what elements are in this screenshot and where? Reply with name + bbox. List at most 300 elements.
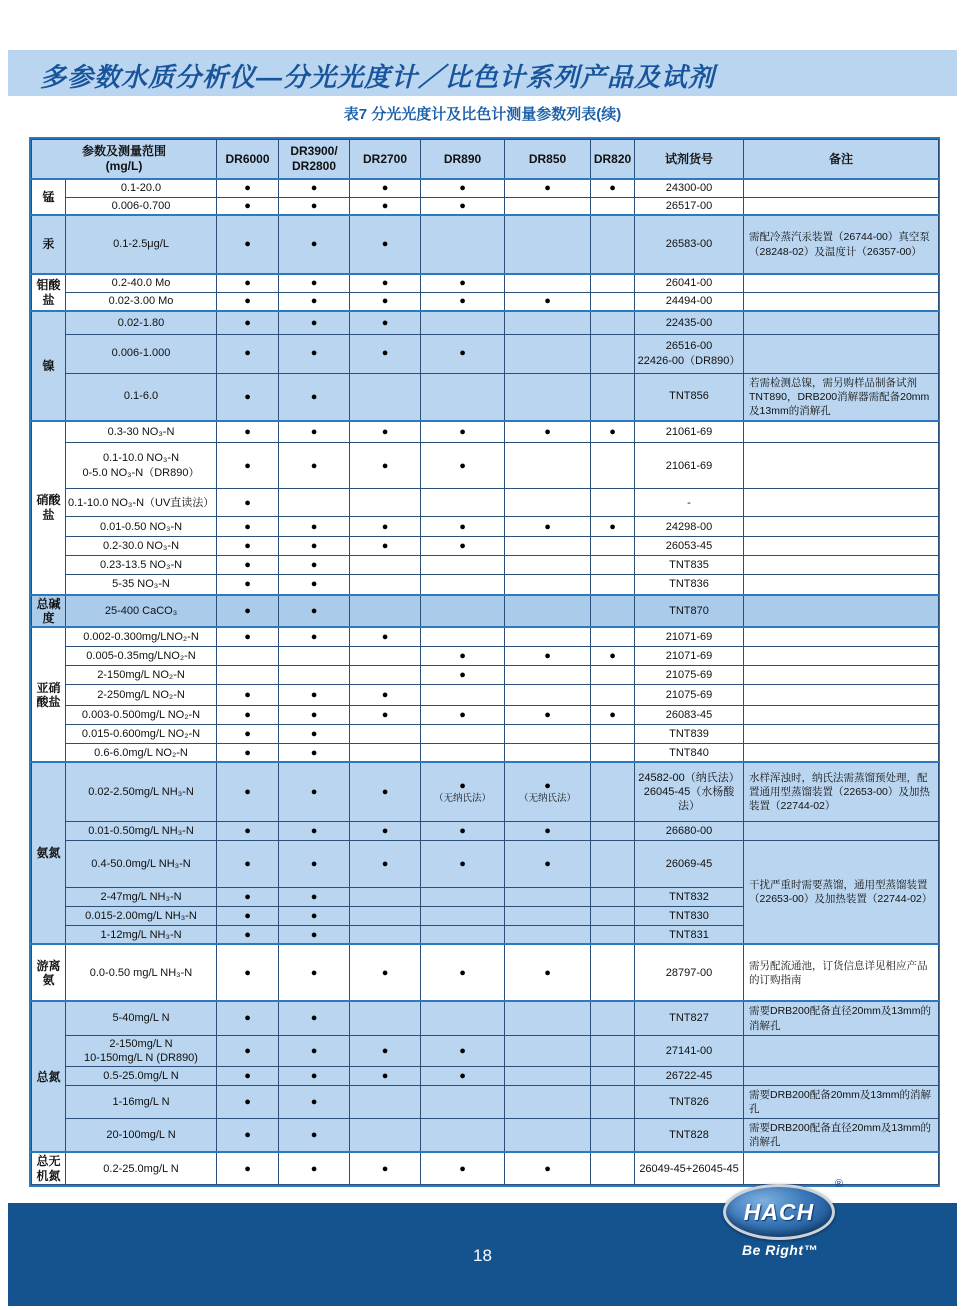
param-group-label: 镍 bbox=[32, 311, 66, 421]
device-dot-cell: ● bbox=[279, 537, 350, 556]
device-dot-cell: ● （无纳氏法） bbox=[505, 762, 591, 821]
remark-cell: 需配冷蒸汽汞装置（26744-00）真空泵（28248-02）及温度计（26357-00） bbox=[744, 215, 939, 274]
device-dot-cell bbox=[421, 215, 505, 274]
range-cell: 2-150mg/L N 10-150mg/L N (DR890) bbox=[66, 1035, 217, 1067]
device-dot-cell: ● bbox=[350, 537, 421, 556]
remark-cell bbox=[744, 517, 939, 537]
device-dot-cell bbox=[350, 489, 421, 517]
param-group-label: 亚硝酸盐 bbox=[32, 627, 66, 762]
device-dot-cell: ● bbox=[350, 821, 421, 840]
table-caption: 表7 分光光度计及比色计测量参数列表(续) bbox=[343, 106, 622, 123]
table-row bbox=[32, 1086, 939, 1119]
device-dot-cell bbox=[421, 311, 505, 334]
device-dot-cell bbox=[350, 1086, 421, 1119]
device-dot-cell bbox=[279, 665, 350, 684]
device-dot-cell: ● bbox=[279, 443, 350, 489]
hach-logo bbox=[723, 1178, 843, 1240]
device-dot-cell bbox=[505, 1086, 591, 1119]
param-group-label: 游离氨 bbox=[32, 944, 66, 1001]
device-dot-cell bbox=[591, 627, 635, 646]
range-cell: 0.02-2.50mg/L NH₃-N bbox=[66, 762, 217, 821]
range-cell: 0.015-0.600mg/L NO₂-N bbox=[66, 724, 217, 743]
range-cell: 20-100mg/L N bbox=[66, 1119, 217, 1153]
device-dot-cell bbox=[591, 443, 635, 489]
remark-cell bbox=[744, 627, 939, 646]
device-dot-cell: ● bbox=[350, 944, 421, 1001]
range-cell: 0.3-30 NO₃-N bbox=[66, 421, 217, 443]
device-dot-cell: ● bbox=[217, 179, 279, 197]
device-dot-cell: ● bbox=[505, 517, 591, 537]
device-dot-cell: ● bbox=[217, 627, 279, 646]
range-cell: 5-35 NO₃-N bbox=[66, 575, 217, 595]
remark-cell bbox=[744, 1035, 939, 1067]
device-dot-cell bbox=[350, 595, 421, 628]
reagent-code-cell: 21071-69 bbox=[635, 627, 744, 646]
device-dot-cell: ● bbox=[279, 197, 350, 215]
device-dot-cell: ● bbox=[350, 179, 421, 197]
device-dot-cell bbox=[421, 1001, 505, 1035]
device-dot-cell bbox=[350, 665, 421, 684]
device-dot-cell: ● bbox=[350, 311, 421, 334]
column-header-device-2: DR2700 bbox=[350, 140, 421, 180]
reagent-code-cell: TNT870 bbox=[635, 595, 744, 628]
device-dot-cell bbox=[505, 334, 591, 373]
device-dot-cell: ● bbox=[217, 1067, 279, 1086]
device-dot-cell bbox=[591, 743, 635, 762]
registered-trademark-icon: ® bbox=[834, 1178, 843, 1190]
device-dot-cell: ● bbox=[217, 489, 279, 517]
range-cell: 0.2-40.0 Mo bbox=[66, 274, 217, 292]
device-dot-cell bbox=[591, 1035, 635, 1067]
device-dot-cell: ● bbox=[217, 1152, 279, 1184]
table-row bbox=[32, 373, 939, 421]
device-dot-cell bbox=[505, 665, 591, 684]
remark-cell bbox=[744, 489, 939, 517]
device-dot-cell: ● bbox=[279, 887, 350, 906]
reagent-code-cell: TNT831 bbox=[635, 925, 744, 944]
device-dot-cell bbox=[591, 537, 635, 556]
device-dot-cell bbox=[505, 1035, 591, 1067]
device-dot-cell bbox=[505, 627, 591, 646]
column-header-device-1: DR3900/ DR2800 bbox=[279, 140, 350, 180]
table-row bbox=[32, 274, 939, 292]
param-group-label: 锰 bbox=[32, 179, 66, 215]
table-row bbox=[32, 197, 939, 215]
table-row bbox=[32, 537, 939, 556]
page-title: 多参数水质分析仪—分光光度计／比色计系列产品及试剂 bbox=[40, 62, 716, 92]
remark-cell bbox=[744, 646, 939, 665]
reagent-code-cell: 24298-00 bbox=[635, 517, 744, 537]
device-dot-cell: ● bbox=[279, 821, 350, 840]
table-row bbox=[32, 1067, 939, 1086]
device-dot-cell bbox=[505, 489, 591, 517]
range-cell: 0.0-0.50 mg/L NH₃-N bbox=[66, 944, 217, 1001]
device-dot-cell: ● bbox=[279, 684, 350, 705]
device-dot-cell: ● bbox=[350, 443, 421, 489]
device-dot-cell: ● （无纳氏法） bbox=[421, 762, 505, 821]
device-dot-cell: ● bbox=[505, 421, 591, 443]
device-dot-cell: ● bbox=[279, 556, 350, 575]
reagent-code-cell: 21071-69 bbox=[635, 646, 744, 665]
device-dot-cell bbox=[421, 906, 505, 925]
range-cell: 0.23-13.5 NO₃-N bbox=[66, 556, 217, 575]
parameter-table bbox=[31, 139, 939, 1185]
range-cell: 0.015-2.00mg/L NH₃-N bbox=[66, 906, 217, 925]
device-dot-cell: ● bbox=[279, 1119, 350, 1153]
device-dot-cell: ● bbox=[279, 1035, 350, 1067]
param-group-label: 氨氮 bbox=[32, 762, 66, 944]
reagent-code-cell: 24494-00 bbox=[635, 292, 744, 311]
remark-cell bbox=[744, 179, 939, 197]
device-dot-cell: ● bbox=[421, 665, 505, 684]
device-dot-cell bbox=[591, 197, 635, 215]
device-dot-cell: ● bbox=[591, 179, 635, 197]
device-dot-cell bbox=[505, 1119, 591, 1153]
range-cell: 0.4-50.0mg/L NH₃-N bbox=[66, 840, 217, 887]
range-cell: 0.02-1.80 bbox=[66, 311, 217, 334]
reagent-code-cell: 26069-45 bbox=[635, 840, 744, 887]
range-cell: 0.1-2.5μg/L bbox=[66, 215, 217, 274]
reagent-code-cell: 26680-00 bbox=[635, 821, 744, 840]
table-row bbox=[32, 421, 939, 443]
device-dot-cell: ● bbox=[350, 1067, 421, 1086]
device-dot-cell: ● bbox=[350, 274, 421, 292]
device-dot-cell bbox=[350, 906, 421, 925]
device-dot-cell bbox=[505, 1001, 591, 1035]
device-dot-cell: ● bbox=[421, 1152, 505, 1184]
device-dot-cell bbox=[591, 840, 635, 887]
remark-cell: 需要DRB200配备直径20mm及13mm的消解孔 bbox=[744, 1001, 939, 1035]
device-dot-cell: ● bbox=[591, 646, 635, 665]
param-group-label: 总碱度 bbox=[32, 595, 66, 628]
range-cell: 0.005-0.35mg/LNO₂-N bbox=[66, 646, 217, 665]
device-dot-cell bbox=[591, 489, 635, 517]
device-dot-cell: ● bbox=[217, 334, 279, 373]
device-dot-cell bbox=[350, 1119, 421, 1153]
device-dot-cell: ● bbox=[350, 197, 421, 215]
remark-cell bbox=[744, 292, 939, 311]
device-dot-cell bbox=[505, 311, 591, 334]
device-dot-cell bbox=[505, 595, 591, 628]
reagent-code-cell: TNT839 bbox=[635, 724, 744, 743]
device-dot-cell bbox=[505, 925, 591, 944]
device-dot-cell: ● bbox=[217, 1001, 279, 1035]
device-dot-cell bbox=[505, 274, 591, 292]
brand-tagline: Be Right™ bbox=[741, 1242, 819, 1258]
device-dot-cell: ● bbox=[279, 595, 350, 628]
reagent-code-cell: 24300-00 bbox=[635, 179, 744, 197]
param-group-label: 钼酸盐 bbox=[32, 274, 66, 311]
reagent-code-cell: 26083-45 bbox=[635, 705, 744, 724]
device-dot-cell: ● bbox=[217, 595, 279, 628]
remark-cell: 需要DRB200配备20mm及13mm的消解孔 bbox=[744, 1086, 939, 1119]
device-dot-cell bbox=[505, 887, 591, 906]
reagent-code-cell: 21075-69 bbox=[635, 665, 744, 684]
remark-cell: 水样浑浊时，纳氏法需蒸馏预处理，配置通用型蒸馏装置（22653-00）及加热装置（22744-02） bbox=[744, 762, 939, 821]
device-dot-cell bbox=[591, 925, 635, 944]
range-cell: 2-250mg/L NO₂-N bbox=[66, 684, 217, 705]
device-dot-cell bbox=[505, 1067, 591, 1086]
device-dot-cell bbox=[421, 556, 505, 575]
remark-cell bbox=[744, 575, 939, 595]
range-cell: 1-12mg/L NH₃-N bbox=[66, 925, 217, 944]
table-row bbox=[32, 762, 939, 821]
table-header bbox=[32, 140, 939, 180]
device-dot-cell: ● bbox=[591, 421, 635, 443]
column-header-reagent: 试剂货号 bbox=[635, 140, 744, 180]
reagent-code-cell: TNT826 bbox=[635, 1086, 744, 1119]
device-dot-cell: ● bbox=[350, 517, 421, 537]
device-dot-cell bbox=[591, 311, 635, 334]
device-dot-cell: ● bbox=[279, 575, 350, 595]
device-dot-cell: ● bbox=[217, 840, 279, 887]
device-dot-cell: ● bbox=[505, 944, 591, 1001]
device-dot-cell: ● bbox=[591, 517, 635, 537]
table-row bbox=[32, 821, 939, 840]
device-dot-cell: ● bbox=[421, 705, 505, 724]
hach-logo-text: HACH bbox=[743, 1198, 815, 1225]
remark-cell bbox=[744, 334, 939, 373]
device-dot-cell bbox=[591, 373, 635, 421]
remark-cell bbox=[744, 556, 939, 575]
device-dot-cell bbox=[279, 489, 350, 517]
device-dot-cell: ● bbox=[421, 517, 505, 537]
reagent-code-cell: TNT836 bbox=[635, 575, 744, 595]
device-dot-cell bbox=[505, 684, 591, 705]
device-dot-cell: ● bbox=[217, 887, 279, 906]
device-dot-cell: ● bbox=[279, 840, 350, 887]
remark-cell bbox=[744, 421, 939, 443]
remark-cell: 需另配流通池，订货信息详见相应产品的订购指南 bbox=[744, 944, 939, 1001]
device-dot-cell: ● bbox=[421, 197, 505, 215]
range-cell: 0.002-0.300mg/LNO₂-N bbox=[66, 627, 217, 646]
device-dot-cell bbox=[350, 373, 421, 421]
device-dot-cell bbox=[350, 887, 421, 906]
reagent-code-cell: 26517-00 bbox=[635, 197, 744, 215]
device-dot-cell bbox=[591, 1067, 635, 1086]
device-dot-cell: ● bbox=[217, 1035, 279, 1067]
reagent-code-cell: 26053-45 bbox=[635, 537, 744, 556]
device-dot-cell: ● bbox=[421, 274, 505, 292]
remark-cell bbox=[744, 537, 939, 556]
range-cell: 0.1-6.0 bbox=[66, 373, 217, 421]
remark-cell: 干扰严重时需要蒸馏，通用型蒸馏装置（22653-00）及加热装置（22744-02） bbox=[744, 840, 939, 944]
device-dot-cell: ● bbox=[350, 627, 421, 646]
device-dot-cell bbox=[421, 887, 505, 906]
table-row bbox=[32, 1152, 939, 1184]
table-row bbox=[32, 665, 939, 684]
device-dot-cell bbox=[591, 906, 635, 925]
device-dot-cell bbox=[350, 556, 421, 575]
device-dot-cell bbox=[421, 1086, 505, 1119]
device-dot-cell: ● bbox=[217, 1086, 279, 1119]
device-dot-cell: ● bbox=[279, 743, 350, 762]
reagent-code-cell: 27141-00 bbox=[635, 1035, 744, 1067]
device-dot-cell: ● bbox=[217, 373, 279, 421]
remark-cell bbox=[744, 1067, 939, 1086]
device-dot-cell bbox=[591, 556, 635, 575]
device-dot-cell bbox=[591, 1001, 635, 1035]
device-dot-cell bbox=[591, 1119, 635, 1153]
device-dot-cell: ● bbox=[279, 334, 350, 373]
device-dot-cell: ● bbox=[421, 443, 505, 489]
range-cell: 0.01-0.50 NO₃-N bbox=[66, 517, 217, 537]
device-dot-cell bbox=[591, 724, 635, 743]
device-dot-cell bbox=[591, 665, 635, 684]
device-dot-cell: ● bbox=[217, 575, 279, 595]
reagent-code-cell: 26583-00 bbox=[635, 215, 744, 274]
device-dot-cell bbox=[505, 537, 591, 556]
reagent-code-cell: 26049-45+26045-45 bbox=[635, 1152, 744, 1184]
device-dot-cell: ● bbox=[279, 1152, 350, 1184]
table-row bbox=[32, 489, 939, 517]
device-dot-cell bbox=[591, 215, 635, 274]
device-dot-cell bbox=[505, 215, 591, 274]
device-dot-cell: ● bbox=[217, 1119, 279, 1153]
device-dot-cell bbox=[505, 906, 591, 925]
device-dot-cell: ● bbox=[279, 705, 350, 724]
table-row bbox=[32, 705, 939, 724]
reagent-code-cell: TNT830 bbox=[635, 906, 744, 925]
range-cell: 0.2-25.0mg/L N bbox=[66, 1152, 217, 1184]
remark-cell bbox=[744, 705, 939, 724]
device-dot-cell bbox=[217, 646, 279, 665]
device-dot-cell bbox=[591, 575, 635, 595]
table-row bbox=[32, 334, 939, 373]
range-cell: 0.003-0.500mg/L NO₂-N bbox=[66, 705, 217, 724]
reagent-code-cell: 28797-00 bbox=[635, 944, 744, 1001]
device-dot-cell bbox=[421, 575, 505, 595]
device-dot-cell: ● bbox=[217, 274, 279, 292]
header-row bbox=[32, 140, 939, 180]
device-dot-cell: ● bbox=[217, 684, 279, 705]
remark-cell bbox=[744, 665, 939, 684]
param-group-label: 总无机氮 bbox=[32, 1152, 66, 1184]
range-cell: 0.006-1.000 bbox=[66, 334, 217, 373]
device-dot-cell bbox=[505, 575, 591, 595]
reagent-code-cell: TNT835 bbox=[635, 556, 744, 575]
table-row bbox=[32, 724, 939, 743]
table-row bbox=[32, 684, 939, 705]
device-dot-cell bbox=[591, 821, 635, 840]
device-dot-cell bbox=[505, 556, 591, 575]
range-cell: 0.01-0.50mg/L NH₃-N bbox=[66, 821, 217, 840]
device-dot-cell: ● bbox=[421, 292, 505, 311]
device-dot-cell: ● bbox=[279, 311, 350, 334]
device-dot-cell bbox=[591, 1152, 635, 1184]
remark-cell bbox=[744, 197, 939, 215]
device-dot-cell bbox=[591, 595, 635, 628]
device-dot-cell: ● bbox=[350, 705, 421, 724]
param-group-label: 汞 bbox=[32, 215, 66, 274]
reagent-code-cell: TNT840 bbox=[635, 743, 744, 762]
device-dot-cell: ● bbox=[421, 1035, 505, 1067]
device-dot-cell: ● bbox=[279, 1086, 350, 1119]
parameter-table-wrapper bbox=[29, 137, 940, 1187]
range-cell: 0.006-0.700 bbox=[66, 197, 217, 215]
device-dot-cell bbox=[421, 373, 505, 421]
table-row bbox=[32, 743, 939, 762]
page-number: 18 bbox=[473, 1246, 492, 1265]
device-dot-cell: ● bbox=[279, 274, 350, 292]
table-row bbox=[32, 840, 939, 887]
device-dot-cell: ● bbox=[421, 179, 505, 197]
table-row bbox=[32, 575, 939, 595]
device-dot-cell: ● bbox=[217, 443, 279, 489]
device-dot-cell bbox=[350, 724, 421, 743]
device-dot-cell bbox=[591, 1086, 635, 1119]
device-dot-cell: ● bbox=[505, 646, 591, 665]
table-row bbox=[32, 215, 939, 274]
device-dot-cell: ● bbox=[421, 421, 505, 443]
device-dot-cell bbox=[421, 724, 505, 743]
device-dot-cell bbox=[421, 1119, 505, 1153]
device-dot-cell: ● bbox=[421, 334, 505, 373]
device-dot-cell: ● bbox=[217, 906, 279, 925]
device-dot-cell bbox=[505, 743, 591, 762]
range-cell: 0.1-10.0 NO₃-N（UV直读法） bbox=[66, 489, 217, 517]
device-dot-cell: ● bbox=[350, 421, 421, 443]
device-dot-cell: ● bbox=[505, 840, 591, 887]
device-dot-cell: ● bbox=[279, 906, 350, 925]
device-dot-cell: ● bbox=[217, 724, 279, 743]
range-cell: 5-40mg/L N bbox=[66, 1001, 217, 1035]
range-cell: 0.6-6.0mg/L NO₂-N bbox=[66, 743, 217, 762]
table-row bbox=[32, 1001, 939, 1035]
device-dot-cell bbox=[505, 373, 591, 421]
remark-cell bbox=[744, 821, 939, 840]
device-dot-cell bbox=[591, 887, 635, 906]
device-dot-cell: ● bbox=[217, 215, 279, 274]
remark-cell: 若需检测总镍，需另购样品制备试剂TNT890，DRB200消解器需配备20mm及13mm的消解孔 bbox=[744, 373, 939, 421]
table-row bbox=[32, 944, 939, 1001]
device-dot-cell bbox=[505, 197, 591, 215]
device-dot-cell bbox=[421, 743, 505, 762]
device-dot-cell: ● bbox=[350, 334, 421, 373]
device-dot-cell: ● bbox=[279, 762, 350, 821]
device-dot-cell: ● bbox=[505, 179, 591, 197]
reagent-code-cell: 26722-45 bbox=[635, 1067, 744, 1086]
device-dot-cell bbox=[350, 646, 421, 665]
device-dot-cell: ● bbox=[505, 705, 591, 724]
reagent-code-cell: 24582-00（纳氏法） 26045-45（水杨酸法） bbox=[635, 762, 744, 821]
title-band bbox=[8, 50, 957, 96]
reagent-code-cell: 21061-69 bbox=[635, 443, 744, 489]
table-row bbox=[32, 517, 939, 537]
device-dot-cell bbox=[421, 925, 505, 944]
device-dot-cell: ● bbox=[217, 705, 279, 724]
device-dot-cell bbox=[350, 1001, 421, 1035]
device-dot-cell: ● bbox=[217, 197, 279, 215]
reagent-code-cell: 21061-69 bbox=[635, 421, 744, 443]
reagent-code-cell: 21075-69 bbox=[635, 684, 744, 705]
device-dot-cell: ● bbox=[217, 925, 279, 944]
device-dot-cell: ● bbox=[279, 1067, 350, 1086]
device-dot-cell: ● bbox=[279, 517, 350, 537]
hach-logo-oval bbox=[723, 1184, 835, 1240]
device-dot-cell: ● bbox=[505, 292, 591, 311]
column-header-parameter: 参数及测量范围 (mg/L) bbox=[32, 140, 217, 180]
column-header-device-5: DR820 bbox=[591, 140, 635, 180]
column-header-device-3: DR890 bbox=[421, 140, 505, 180]
device-dot-cell: ● bbox=[279, 179, 350, 197]
device-dot-cell bbox=[350, 925, 421, 944]
device-dot-cell: ● bbox=[350, 840, 421, 887]
reagent-code-cell: 26516-00 22426-00（DR890） bbox=[635, 334, 744, 373]
table-row bbox=[32, 595, 939, 628]
device-dot-cell: ● bbox=[217, 556, 279, 575]
reagent-code-cell: TNT832 bbox=[635, 887, 744, 906]
